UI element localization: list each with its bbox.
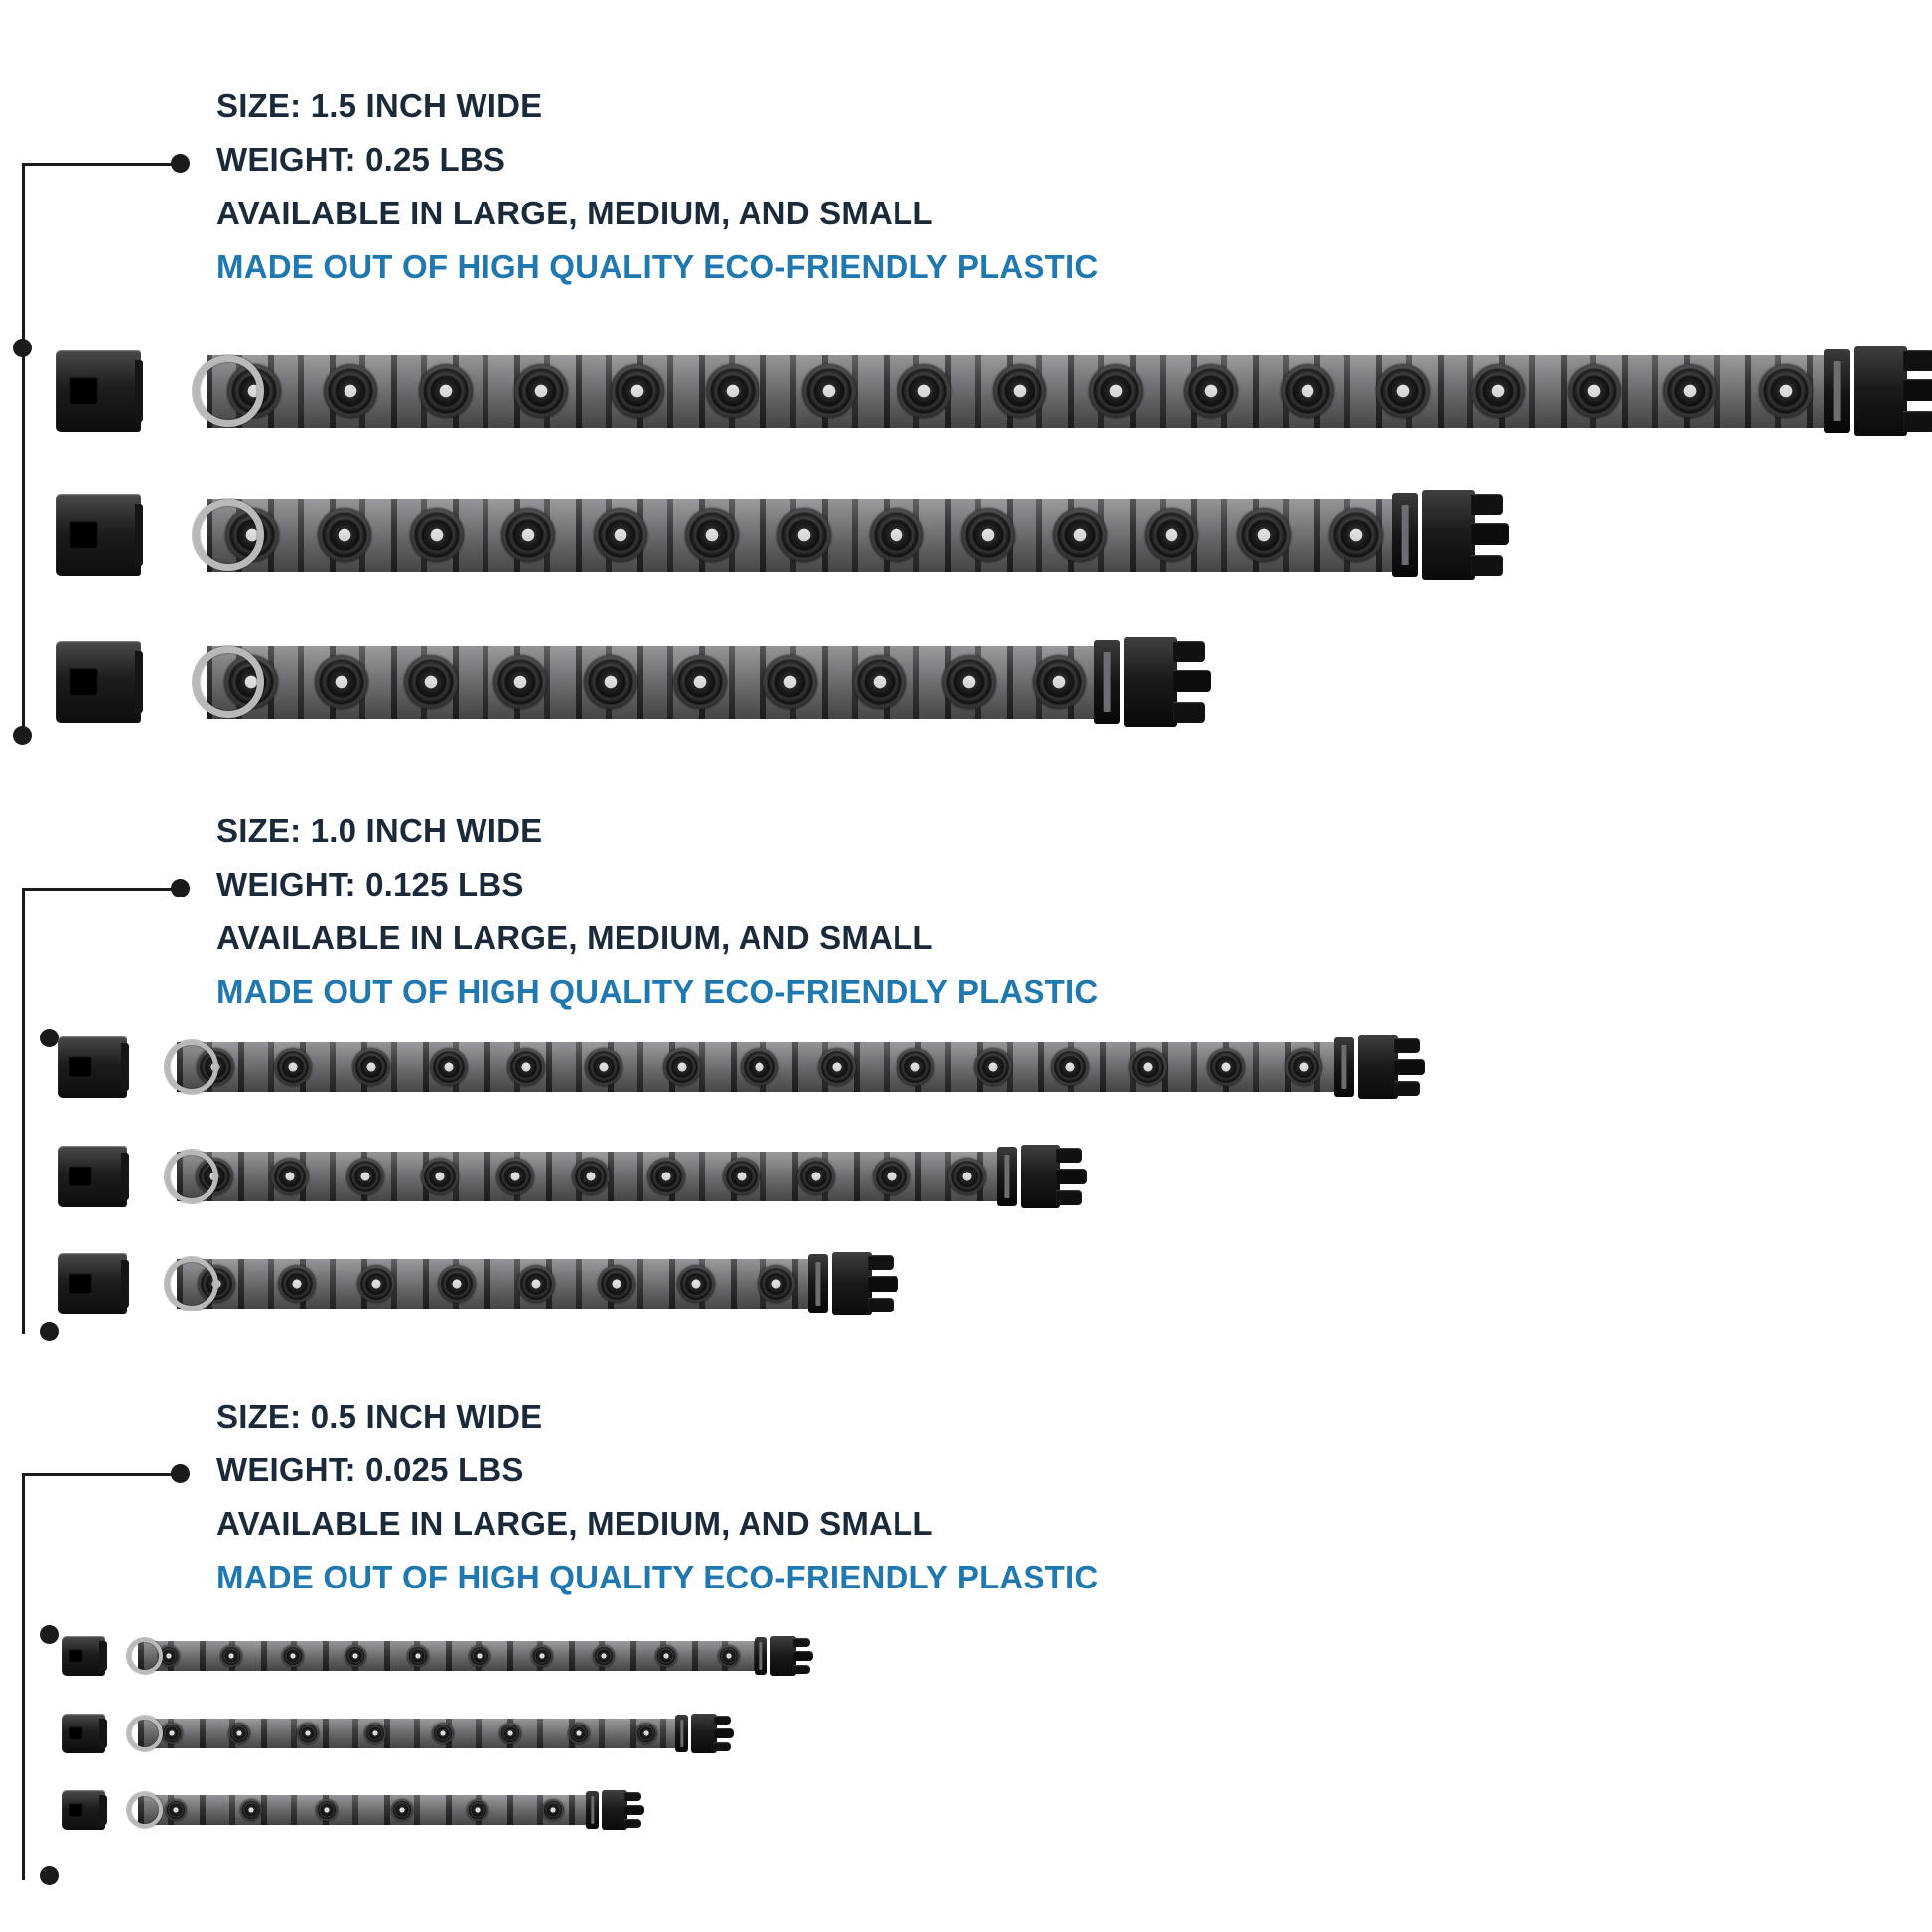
d-ring-icon xyxy=(127,1716,163,1751)
spec-availability: AVAILABLE IN LARGE, MEDIUM, AND SMALL xyxy=(216,919,933,956)
tri-glide-slider-icon xyxy=(1334,1037,1354,1097)
side-release-buckle-male-icon xyxy=(602,1790,627,1830)
leader-line-1-0 xyxy=(22,888,181,891)
record-pattern xyxy=(177,1259,816,1309)
webbing-strap xyxy=(138,1719,680,1748)
tri-glide-slider-icon xyxy=(755,1637,767,1675)
webbing-strap xyxy=(138,1795,591,1825)
record-pattern xyxy=(138,1719,680,1748)
tri-glide-slider-icon xyxy=(997,1147,1017,1206)
side-release-buckle-male-icon xyxy=(1124,637,1177,727)
collar-medium-0-5[interactable] xyxy=(62,1711,717,1756)
collar-small-0-5[interactable] xyxy=(62,1787,627,1833)
side-release-buckle-male-icon xyxy=(1422,490,1475,580)
side-release-buckle-male-icon xyxy=(1021,1145,1060,1208)
collar-medium-1-0[interactable] xyxy=(58,1142,1060,1211)
d-ring-icon xyxy=(193,499,264,571)
record-pattern xyxy=(138,1641,759,1671)
spec-weight: WEIGHT: 0.25 LBS xyxy=(216,141,506,178)
side-release-buckle-female-icon xyxy=(58,1036,127,1098)
d-ring-icon xyxy=(127,1638,163,1674)
webbing-strap xyxy=(138,1641,759,1671)
leader-line-0-5 xyxy=(22,1473,181,1476)
spec-weight: WEIGHT: 0.125 LBS xyxy=(216,866,524,902)
spec-weight: WEIGHT: 0.025 LBS xyxy=(216,1451,524,1488)
leader-dot-0-5 xyxy=(171,1464,190,1483)
record-pattern xyxy=(207,646,1104,719)
collar-large-0-5[interactable] xyxy=(62,1633,796,1679)
spec-text-block-1-5 xyxy=(216,89,1098,283)
bracket-dot-bottom-1-0 xyxy=(40,1322,59,1341)
bracket-dot-top-0-5 xyxy=(40,1625,59,1644)
d-ring-icon xyxy=(193,355,264,427)
spec-size: SIZE: 1.5 INCH WIDE xyxy=(216,87,543,124)
spec-text-block-1-0 xyxy=(216,814,1098,1008)
side-release-buckle-male-icon xyxy=(1854,346,1907,436)
record-pattern xyxy=(138,1795,591,1825)
leader-dot-1-0 xyxy=(171,879,190,897)
tri-glide-slider-icon xyxy=(675,1715,688,1752)
collar-small-1-0[interactable] xyxy=(58,1249,872,1318)
side-release-buckle-female-icon xyxy=(58,1253,127,1314)
record-pattern xyxy=(207,355,1834,428)
leader-line-1-5 xyxy=(22,163,181,166)
bracket-dot-bottom-1-5 xyxy=(13,726,32,745)
record-pattern xyxy=(207,499,1402,572)
size-bracket-1-0 xyxy=(22,888,25,1334)
size-bracket-1-5 xyxy=(22,163,25,744)
tri-glide-slider-icon xyxy=(1824,349,1850,433)
collar-medium-1-5[interactable] xyxy=(56,486,1475,584)
side-release-buckle-female-icon xyxy=(58,1146,127,1207)
record-pattern xyxy=(177,1042,1342,1092)
tri-glide-slider-icon xyxy=(1094,640,1120,724)
side-release-buckle-female-icon xyxy=(56,494,141,576)
side-release-buckle-female-icon xyxy=(62,1790,105,1830)
d-ring-icon xyxy=(165,1257,218,1311)
webbing-strap xyxy=(207,646,1104,719)
side-release-buckle-female-icon xyxy=(56,350,141,432)
collar-small-1-5[interactable] xyxy=(56,633,1177,731)
tri-glide-slider-icon xyxy=(586,1791,599,1829)
side-release-buckle-male-icon xyxy=(1358,1035,1398,1099)
side-release-buckle-male-icon xyxy=(832,1252,872,1315)
spec-size: SIZE: 1.0 INCH WIDE xyxy=(216,812,543,849)
side-release-buckle-female-icon xyxy=(62,1636,105,1676)
d-ring-icon xyxy=(193,646,264,718)
bracket-dot-bottom-0-5 xyxy=(40,1866,59,1885)
webbing-strap xyxy=(177,1259,816,1309)
leader-dot-1-5 xyxy=(171,154,190,173)
collar-large-1-5[interactable] xyxy=(56,343,1907,440)
spec-material: MADE OUT OF HIGH QUALITY ECO-FRIENDLY PLASTIC xyxy=(216,248,1099,285)
webbing-strap xyxy=(207,499,1402,572)
d-ring-icon xyxy=(127,1792,163,1828)
bracket-dot-top-1-0 xyxy=(40,1029,59,1047)
tri-glide-slider-icon xyxy=(1392,493,1418,577)
collar-large-1-0[interactable] xyxy=(58,1033,1398,1102)
tri-glide-slider-icon xyxy=(808,1254,828,1313)
d-ring-icon xyxy=(165,1040,218,1094)
webbing-strap xyxy=(177,1042,1342,1092)
side-release-buckle-male-icon xyxy=(770,1636,796,1676)
record-pattern xyxy=(177,1152,1005,1201)
spec-material: MADE OUT OF HIGH QUALITY ECO-FRIENDLY PLASTIC xyxy=(216,1559,1099,1595)
side-release-buckle-female-icon xyxy=(62,1714,105,1753)
spec-text-block-0-5 xyxy=(216,1400,1098,1593)
side-release-buckle-male-icon xyxy=(691,1714,717,1753)
d-ring-icon xyxy=(165,1150,218,1203)
webbing-strap xyxy=(177,1152,1005,1201)
spec-availability: AVAILABLE IN LARGE, MEDIUM, AND SMALL xyxy=(216,1505,933,1542)
spec-size: SIZE: 0.5 INCH WIDE xyxy=(216,1398,543,1435)
bracket-dot-top-1-5 xyxy=(13,339,32,357)
size-bracket-0-5 xyxy=(22,1473,25,1880)
spec-material: MADE OUT OF HIGH QUALITY ECO-FRIENDLY PLASTIC xyxy=(216,973,1099,1010)
side-release-buckle-female-icon xyxy=(56,641,141,723)
spec-availability: AVAILABLE IN LARGE, MEDIUM, AND SMALL xyxy=(216,195,933,231)
webbing-strap xyxy=(207,355,1834,428)
